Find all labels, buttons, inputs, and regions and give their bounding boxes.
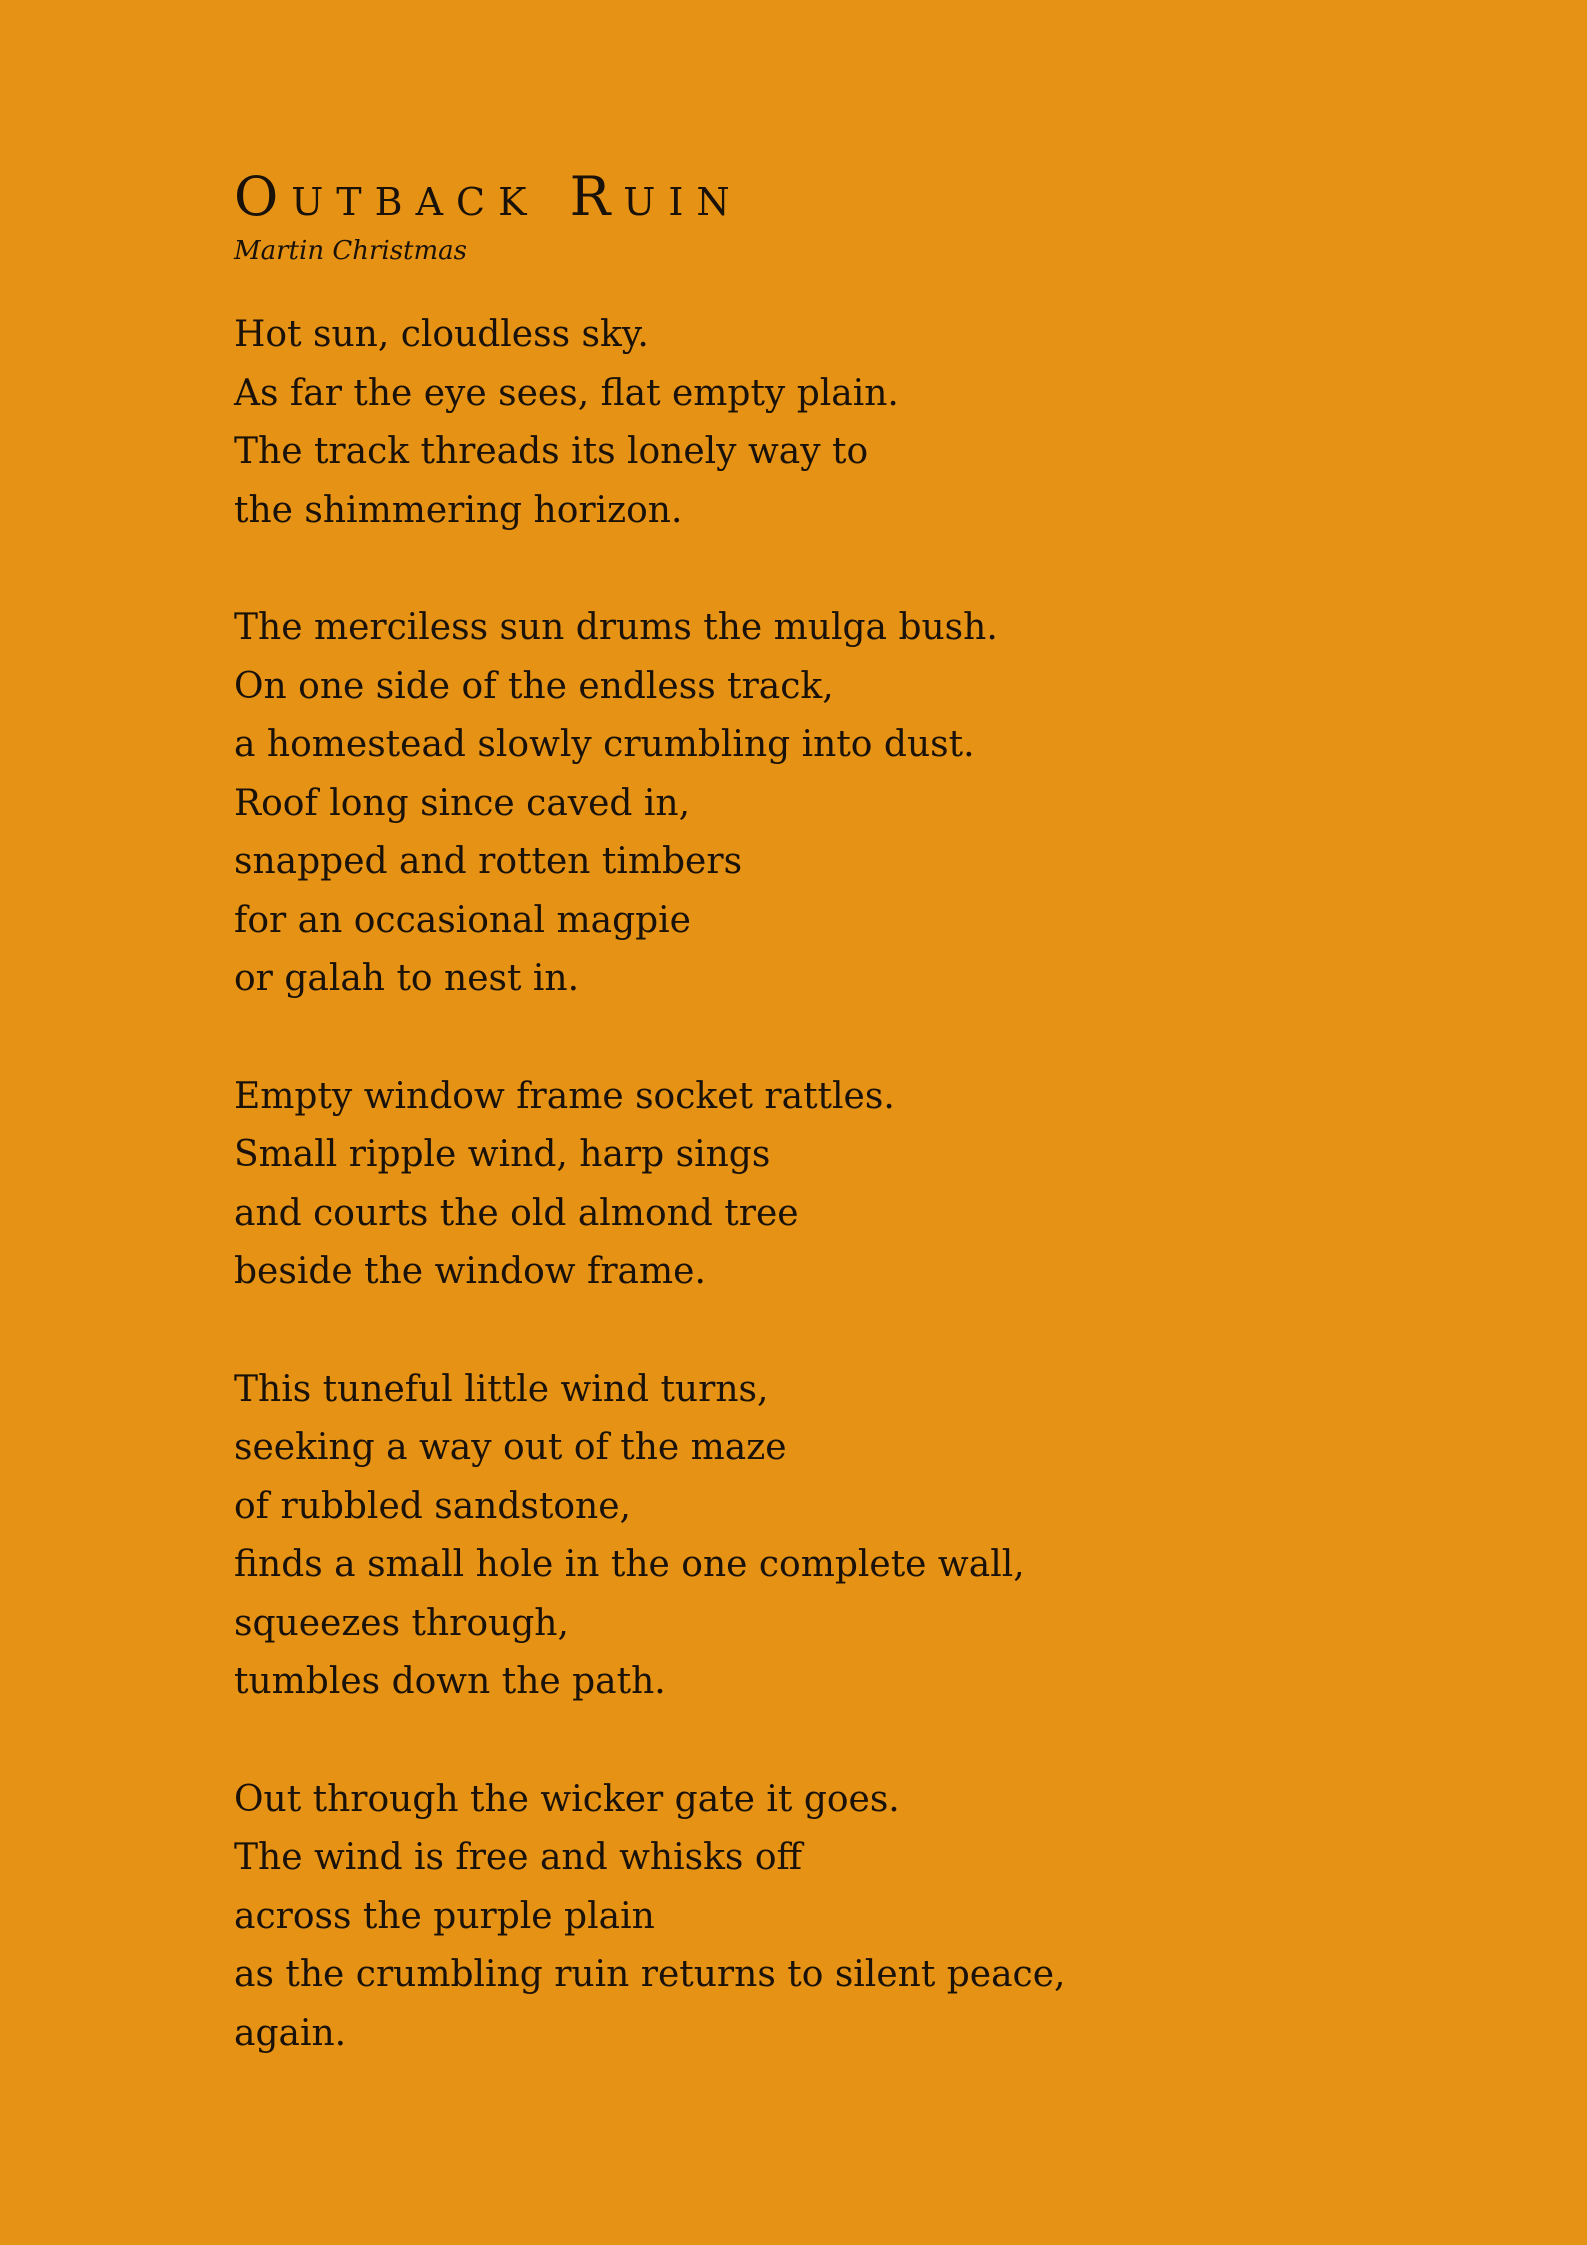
poem-line: Empty window frame socket rattles. — [234, 1075, 895, 1117]
poem-line: as the crumbling ruin returns to silent peace, — [234, 1954, 1066, 1995]
poem-line: tumbles down the path. — [234, 1661, 666, 1702]
poem-line: snapped and rotten timbers — [234, 841, 743, 882]
stanza — [234, 1771, 1434, 2064]
poem-line: again. — [234, 2012, 347, 2054]
poem-line: a homestead slowly crumbling into dust. — [234, 724, 975, 765]
poem-line: for an occasional magpie — [234, 899, 691, 941]
poem-line: finds a small hole in the one complete wall, — [234, 1544, 1025, 1585]
poem-line: This tuneful little wind turns, — [234, 1368, 769, 1410]
poem-line: and courts the old almond tree — [234, 1192, 799, 1234]
poem-line: seeking a way out of the maze — [234, 1427, 787, 1468]
poem-line: The track threads its lonely way to — [234, 431, 869, 472]
poem-line: As far the eye sees, flat empty plain. — [234, 372, 899, 414]
poem-line: Out through the wicker gate it goes. — [234, 1778, 900, 1820]
poem-line: The wind is free and whisks off — [234, 1837, 803, 1878]
poem-body — [234, 306, 1434, 2122]
poem-header — [234, 160, 743, 268]
poem-line: across the purple plain — [234, 1895, 655, 1937]
poem-line: the shimmering horizon. — [234, 489, 683, 531]
poem-line: squeezes through, — [234, 1602, 569, 1644]
poem-line: Roof long since caved in, — [234, 782, 691, 824]
poem-line: Small ripple wind, harp sings — [234, 1134, 771, 1175]
poem-author: Martin Christmas — [234, 236, 467, 266]
poem-line: or galah to nest in. — [234, 958, 580, 999]
stanza — [234, 306, 1434, 540]
stanza — [234, 599, 1434, 1009]
poem-line: beside the window frame. — [234, 1251, 706, 1292]
poem-title: Outback Ruin — [234, 165, 743, 228]
poem-line: On one side of the endless track, — [234, 665, 834, 707]
stanza — [234, 1068, 1434, 1302]
poem-line: The merciless sun drums the mulga bush. — [234, 607, 998, 648]
poem-line: of rubbled sandstone, — [234, 1485, 631, 1527]
stanza — [234, 1361, 1434, 1712]
poem-line: Hot sun, cloudless sky. — [234, 314, 649, 355]
